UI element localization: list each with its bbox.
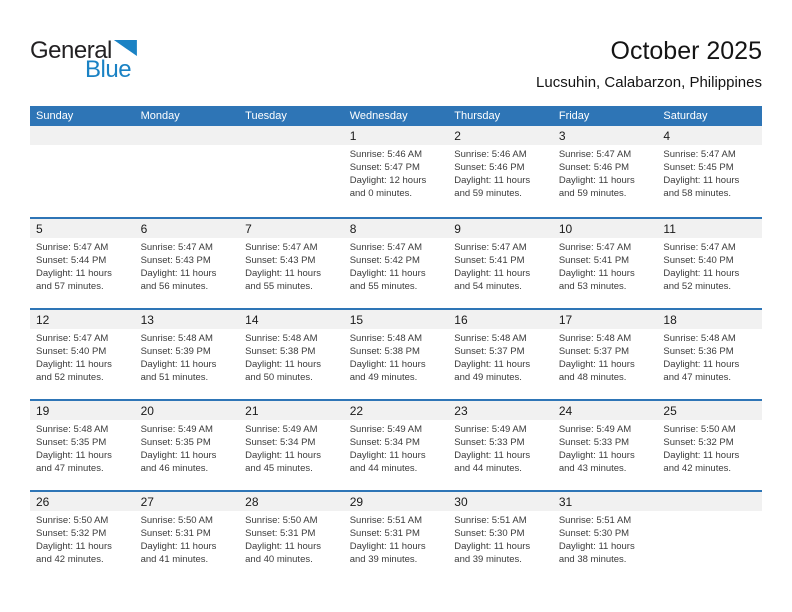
day-cell (135, 219, 240, 308)
day-number: 21 (239, 401, 344, 420)
empty-cell (657, 492, 762, 581)
day-number: 30 (448, 492, 553, 511)
sunrise-text: Sunrise: 5:47 AM (663, 149, 736, 160)
daylight-text: and 59 minutes. (558, 188, 627, 199)
sunset-text: Sunset: 5:46 PM (558, 162, 630, 173)
day-number: 18 (657, 310, 762, 329)
sunset-text: Sunset: 5:30 PM (558, 528, 630, 539)
sunset-text: Sunset: 5:30 PM (454, 528, 525, 539)
daylight-text: Daylight: 11 hours (245, 541, 322, 552)
day-number: 14 (239, 310, 344, 329)
day-cell (448, 126, 553, 217)
day-cell (344, 401, 449, 490)
sunrise-text: Sunrise: 5:46 AM (454, 149, 527, 160)
sunset-text: Sunset: 5:38 PM (349, 346, 420, 357)
daylight-text: and 56 minutes. (140, 281, 209, 292)
daylight-text: Daylight: 11 hours (36, 359, 112, 370)
day-cell (30, 492, 135, 581)
daylight-text: and 42 minutes. (36, 554, 104, 565)
day-cell (553, 219, 658, 308)
daylight-text: and 42 minutes. (663, 463, 732, 474)
daylight-text: and 48 minutes. (558, 372, 627, 383)
daylight-text: Daylight: 11 hours (245, 359, 322, 370)
daylight-text: Daylight: 12 hours (349, 175, 427, 186)
sunrise-text: Sunrise: 5:47 AM (36, 333, 109, 344)
day-info (448, 420, 553, 475)
day-info (344, 145, 449, 200)
day-info (135, 329, 240, 384)
day-info (657, 145, 762, 200)
sunset-text: Sunset: 5:41 PM (558, 255, 630, 266)
empty-cell (239, 126, 344, 217)
daylight-text: Daylight: 11 hours (663, 450, 740, 461)
day-cell (344, 219, 449, 308)
daylight-text: Daylight: 11 hours (558, 175, 635, 186)
day-info (135, 420, 240, 475)
daylight-text: and 52 minutes. (36, 372, 104, 383)
day-info (448, 145, 553, 200)
daylight-text: and 55 minutes. (245, 281, 313, 292)
sunset-text: Sunset: 5:40 PM (663, 255, 734, 266)
sunset-text: Sunset: 5:32 PM (36, 528, 107, 539)
sunrise-text: Sunrise: 5:46 AM (349, 149, 423, 160)
sunrise-text: Sunrise: 5:51 AM (349, 515, 423, 526)
sunrise-text: Sunrise: 5:49 AM (454, 424, 527, 435)
day-cell (344, 126, 449, 217)
weekday-header-row (30, 106, 762, 126)
day-cell (30, 401, 135, 490)
daylight-text: Daylight: 11 hours (454, 175, 531, 186)
sunrise-text: Sunrise: 5:49 AM (558, 424, 632, 435)
day-number (239, 126, 344, 145)
day-cell (239, 401, 344, 490)
daylight-text: and 40 minutes. (245, 554, 313, 565)
daylight-text: Daylight: 11 hours (140, 268, 217, 279)
empty-cell (135, 126, 240, 217)
sunset-text: Sunset: 5:37 PM (454, 346, 525, 357)
day-number: 9 (448, 219, 553, 238)
logo-text-blue: Blue (85, 56, 132, 83)
day-cell (448, 401, 553, 490)
sunset-text: Sunset: 5:32 PM (663, 437, 734, 448)
daylight-text: Daylight: 11 hours (558, 541, 635, 552)
daylight-text: Daylight: 11 hours (140, 450, 217, 461)
day-number: 4 (657, 126, 762, 145)
day-number (657, 492, 762, 511)
daylight-text: and 46 minutes. (140, 463, 209, 474)
daylight-text: and 47 minutes. (36, 463, 104, 474)
sunrise-text: Sunrise: 5:50 AM (140, 515, 213, 526)
daylight-text: and 59 minutes. (454, 188, 522, 199)
sunrise-text: Sunrise: 5:48 AM (558, 333, 632, 344)
daylight-text: and 55 minutes. (349, 281, 418, 292)
logo-triangle-icon (114, 40, 137, 56)
day-number: 31 (553, 492, 658, 511)
calendar-grid (30, 106, 762, 581)
day-number: 25 (657, 401, 762, 420)
daylight-text: Daylight: 11 hours (558, 450, 635, 461)
day-number: 17 (553, 310, 658, 329)
sunrise-text: Sunrise: 5:48 AM (454, 333, 527, 344)
sunset-text: Sunset: 5:41 PM (454, 255, 525, 266)
day-info (448, 329, 553, 384)
day-cell (448, 310, 553, 399)
sunset-text: Sunset: 5:44 PM (36, 255, 107, 266)
week-row (30, 308, 762, 399)
week-row (30, 399, 762, 490)
sunrise-text: Sunrise: 5:49 AM (245, 424, 318, 435)
day-info (135, 511, 240, 566)
empty-cell (30, 126, 135, 217)
page-title: October 2025 (610, 37, 762, 65)
sunset-text: Sunset: 5:42 PM (349, 255, 420, 266)
day-number: 19 (30, 401, 135, 420)
day-info (553, 238, 658, 293)
day-number: 3 (553, 126, 658, 145)
day-cell (30, 219, 135, 308)
day-cell (657, 401, 762, 490)
logo-text-general: General (30, 37, 112, 64)
daylight-text: and 54 minutes. (454, 281, 522, 292)
sunset-text: Sunset: 5:35 PM (140, 437, 211, 448)
sunrise-text: Sunrise: 5:47 AM (140, 242, 213, 253)
logo (30, 39, 137, 82)
day-info (344, 329, 449, 384)
sunrise-text: Sunrise: 5:47 AM (454, 242, 527, 253)
sunrise-text: Sunrise: 5:47 AM (558, 149, 632, 160)
daylight-text: Daylight: 11 hours (36, 450, 112, 461)
day-cell (553, 126, 658, 217)
daylight-text: Daylight: 11 hours (349, 541, 426, 552)
day-number: 11 (657, 219, 762, 238)
day-info (30, 238, 135, 293)
day-cell (344, 492, 449, 581)
day-info (344, 420, 449, 475)
daylight-text: Daylight: 11 hours (140, 541, 217, 552)
sunrise-text: Sunrise: 5:48 AM (245, 333, 318, 344)
day-info (448, 511, 553, 566)
sunset-text: Sunset: 5:45 PM (663, 162, 734, 173)
daylight-text: and 53 minutes. (558, 281, 627, 292)
day-number: 2 (448, 126, 553, 145)
daylight-text: and 39 minutes. (349, 554, 418, 565)
day-cell (553, 401, 658, 490)
sunrise-text: Sunrise: 5:50 AM (663, 424, 736, 435)
daylight-text: Daylight: 11 hours (663, 175, 740, 186)
day-number: 16 (448, 310, 553, 329)
day-cell (553, 310, 658, 399)
page-subtitle: Lucsuhin, Calabarzon, Philippines (536, 74, 762, 91)
day-number: 5 (30, 219, 135, 238)
daylight-text: and 49 minutes. (454, 372, 522, 383)
sunrise-text: Sunrise: 5:50 AM (245, 515, 318, 526)
daylight-text: and 52 minutes. (663, 281, 732, 292)
day-cell (135, 492, 240, 581)
daylight-text: Daylight: 11 hours (349, 450, 426, 461)
sunrise-text: Sunrise: 5:47 AM (663, 242, 736, 253)
day-number: 8 (344, 219, 449, 238)
day-cell (657, 219, 762, 308)
day-info (553, 511, 658, 566)
day-info (239, 329, 344, 384)
sunrise-text: Sunrise: 5:47 AM (349, 242, 423, 253)
sunset-text: Sunset: 5:38 PM (245, 346, 316, 357)
daylight-text: and 41 minutes. (140, 554, 209, 565)
weekday-label: Wednesday (349, 110, 408, 122)
day-info (239, 420, 344, 475)
day-number: 23 (448, 401, 553, 420)
day-number: 28 (239, 492, 344, 511)
daylight-text: and 47 minutes. (663, 372, 732, 383)
week-row (30, 217, 762, 308)
day-number: 27 (135, 492, 240, 511)
week-row (30, 126, 762, 217)
sunset-text: Sunset: 5:46 PM (454, 162, 525, 173)
day-cell (239, 492, 344, 581)
weekday-label: Monday (140, 110, 180, 122)
daylight-text: and 51 minutes. (140, 372, 209, 383)
sunset-text: Sunset: 5:43 PM (140, 255, 211, 266)
daylight-text: and 50 minutes. (245, 372, 313, 383)
daylight-text: and 45 minutes. (245, 463, 313, 474)
sunrise-text: Sunrise: 5:47 AM (36, 242, 109, 253)
day-cell (344, 310, 449, 399)
sunset-text: Sunset: 5:40 PM (36, 346, 107, 357)
day-cell (135, 310, 240, 399)
day-number: 6 (135, 219, 240, 238)
sunset-text: Sunset: 5:33 PM (558, 437, 630, 448)
day-cell (135, 401, 240, 490)
day-cell (448, 492, 553, 581)
day-info (30, 511, 135, 566)
daylight-text: Daylight: 11 hours (454, 268, 531, 279)
daylight-text: and 57 minutes. (36, 281, 104, 292)
sunset-text: Sunset: 5:47 PM (349, 162, 420, 173)
day-number: 7 (239, 219, 344, 238)
sunset-text: Sunset: 5:34 PM (245, 437, 316, 448)
daylight-text: Daylight: 11 hours (349, 268, 426, 279)
day-number: 26 (30, 492, 135, 511)
daylight-text: Daylight: 11 hours (454, 359, 531, 370)
sunrise-text: Sunrise: 5:48 AM (36, 424, 109, 435)
day-cell (657, 126, 762, 217)
weekday-label: Thursday (454, 110, 501, 122)
day-cell (448, 219, 553, 308)
daylight-text: Daylight: 11 hours (36, 268, 112, 279)
day-info (553, 420, 658, 475)
day-cell (553, 492, 658, 581)
day-info (239, 511, 344, 566)
daylight-text: and 44 minutes. (349, 463, 418, 474)
sunrise-text: Sunrise: 5:49 AM (140, 424, 213, 435)
sunrise-text: Sunrise: 5:49 AM (349, 424, 423, 435)
sunset-text: Sunset: 5:33 PM (454, 437, 525, 448)
day-number: 20 (135, 401, 240, 420)
daylight-text: and 43 minutes. (558, 463, 627, 474)
daylight-text: Daylight: 11 hours (140, 359, 217, 370)
sunset-text: Sunset: 5:36 PM (663, 346, 734, 357)
daylight-text: and 38 minutes. (558, 554, 627, 565)
daylight-text: Daylight: 11 hours (663, 268, 740, 279)
weekday-label: Saturday (663, 110, 708, 122)
weeks-container (30, 126, 762, 581)
sunset-text: Sunset: 5:31 PM (245, 528, 316, 539)
sunset-text: Sunset: 5:39 PM (140, 346, 211, 357)
sunrise-text: Sunrise: 5:51 AM (454, 515, 527, 526)
day-info (657, 329, 762, 384)
daylight-text: Daylight: 11 hours (663, 359, 740, 370)
sunrise-text: Sunrise: 5:50 AM (36, 515, 109, 526)
daylight-text: and 39 minutes. (454, 554, 522, 565)
daylight-text: and 44 minutes. (454, 463, 522, 474)
sunrise-text: Sunrise: 5:48 AM (349, 333, 423, 344)
daylight-text: Daylight: 11 hours (454, 450, 531, 461)
daylight-text: Daylight: 11 hours (349, 359, 426, 370)
day-number: 10 (553, 219, 658, 238)
day-number: 29 (344, 492, 449, 511)
sunset-text: Sunset: 5:31 PM (140, 528, 211, 539)
week-row (30, 490, 762, 581)
day-number: 24 (553, 401, 658, 420)
day-number (135, 126, 240, 145)
daylight-text: Daylight: 11 hours (558, 268, 635, 279)
day-info (553, 329, 658, 384)
weekday-label: Tuesday (245, 110, 287, 122)
day-number: 12 (30, 310, 135, 329)
day-number: 15 (344, 310, 449, 329)
sunrise-text: Sunrise: 5:47 AM (245, 242, 318, 253)
daylight-text: Daylight: 11 hours (558, 359, 635, 370)
daylight-text: Daylight: 11 hours (454, 541, 531, 552)
day-cell (657, 310, 762, 399)
day-info (30, 420, 135, 475)
sunrise-text: Sunrise: 5:47 AM (558, 242, 632, 253)
day-cell (239, 219, 344, 308)
sunrise-text: Sunrise: 5:48 AM (663, 333, 736, 344)
daylight-text: and 58 minutes. (663, 188, 732, 199)
day-info (344, 238, 449, 293)
weekday-label: Sunday (36, 110, 74, 122)
daylight-text: and 0 minutes. (349, 188, 413, 199)
sunrise-text: Sunrise: 5:51 AM (558, 515, 632, 526)
daylight-text: Daylight: 11 hours (245, 450, 322, 461)
day-info (553, 145, 658, 200)
sunset-text: Sunset: 5:43 PM (245, 255, 316, 266)
day-info (344, 511, 449, 566)
daylight-text: and 49 minutes. (349, 372, 418, 383)
day-cell (30, 310, 135, 399)
sunset-text: Sunset: 5:34 PM (349, 437, 420, 448)
sunset-text: Sunset: 5:31 PM (349, 528, 420, 539)
day-number: 22 (344, 401, 449, 420)
day-info (657, 420, 762, 475)
sunset-text: Sunset: 5:37 PM (558, 346, 630, 357)
day-info (448, 238, 553, 293)
day-number: 1 (344, 126, 449, 145)
sunset-text: Sunset: 5:35 PM (36, 437, 107, 448)
weekday-label: Friday (558, 110, 590, 122)
day-number: 13 (135, 310, 240, 329)
daylight-text: Daylight: 11 hours (245, 268, 322, 279)
day-info (239, 238, 344, 293)
day-info (135, 238, 240, 293)
day-number (30, 126, 135, 145)
day-info (657, 238, 762, 293)
day-cell (239, 310, 344, 399)
day-info (30, 329, 135, 384)
daylight-text: Daylight: 11 hours (36, 541, 112, 552)
sunrise-text: Sunrise: 5:48 AM (140, 333, 213, 344)
